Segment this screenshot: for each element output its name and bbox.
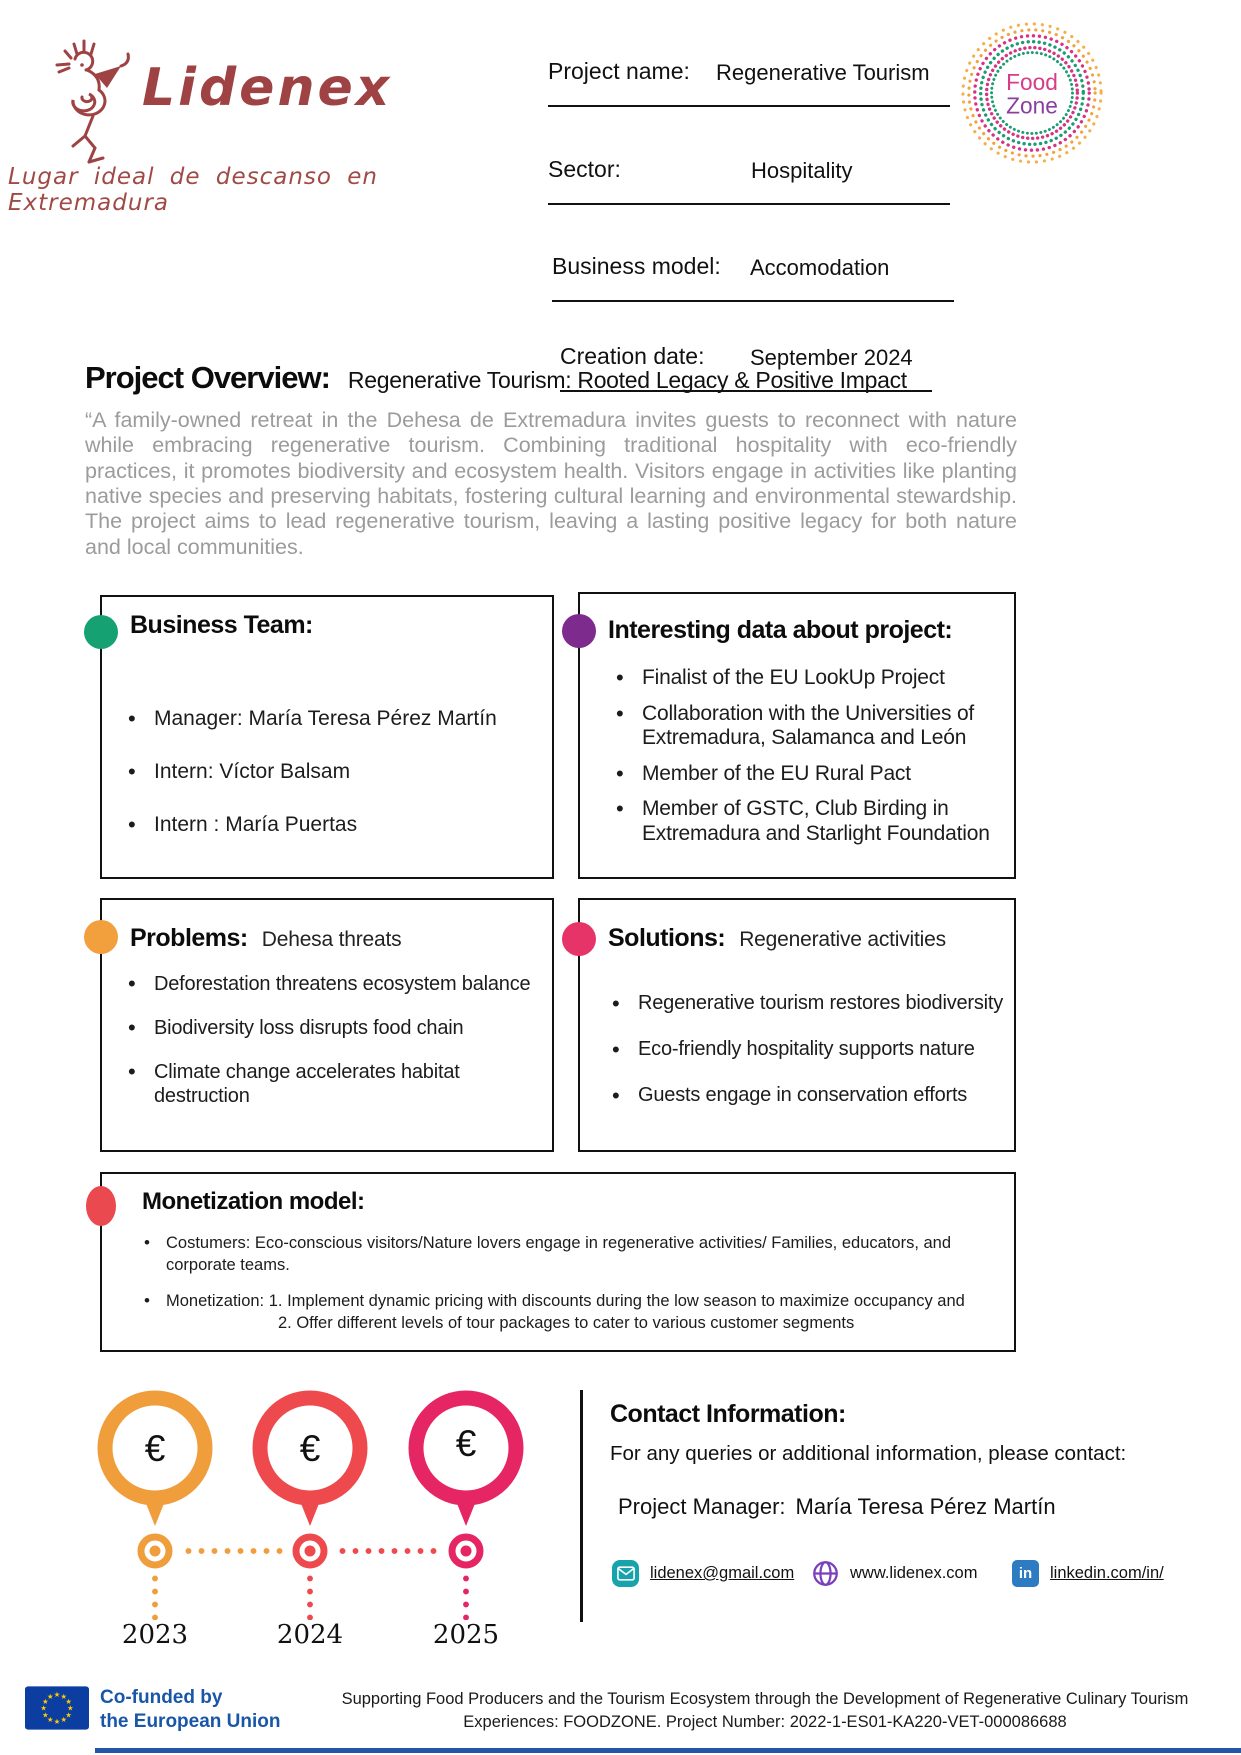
pink-accent-dot-icon xyxy=(562,922,596,956)
timeline-connector xyxy=(182,1546,284,1556)
svg-text:★: ★ xyxy=(42,1696,49,1706)
svg-text:★: ★ xyxy=(65,1696,72,1706)
euro-icon: € xyxy=(299,1428,321,1469)
timeline-node-2023-icon xyxy=(133,1529,177,1573)
monetization-pricing-text: Monetization: 1. Implement dynamic pricing with discounts during the low season to maximize occupancy and xyxy=(166,1291,965,1310)
red-accent-dot-icon xyxy=(86,1186,116,1226)
field-value: Regenerative Tourism xyxy=(716,60,930,85)
eu-flag-icon xyxy=(25,1686,89,1735)
eu-cofunded-label xyxy=(100,1686,281,1734)
euro-icon: € xyxy=(144,1428,166,1469)
overview-subheading: Regenerative Tourism: Rooted Legacy & Positive Impact xyxy=(347,367,907,393)
field-label: Sector: xyxy=(548,156,621,182)
box-title: Interesting data about project: xyxy=(608,616,953,644)
timeline-pin-2024 xyxy=(250,1390,370,1540)
box-title: Monetization model: xyxy=(142,1188,365,1215)
timeline-year: 2025 xyxy=(432,1620,500,1650)
section-divider xyxy=(580,1390,583,1622)
euro-icon: € xyxy=(455,1423,477,1464)
contact-intro: For any queries or additional information, please contact: xyxy=(610,1442,1127,1465)
solutions-list xyxy=(604,992,1008,1130)
footer-note xyxy=(290,1688,1240,1734)
footer-note-line1: Supporting Food Producers and the Tourism Ecosystem through the Development of Regenerative Culinary Tourism xyxy=(341,1690,1189,1708)
globe-icon xyxy=(812,1560,839,1587)
eu-cofunded-line1: Co-funded by xyxy=(100,1687,223,1708)
orange-accent-dot-icon xyxy=(84,920,118,954)
box-title: Solutions: xyxy=(608,924,726,952)
green-accent-dot-icon xyxy=(84,615,118,649)
list-item: • Deforestation threatens ecosystem balance xyxy=(120,972,540,996)
interesting-data-box xyxy=(578,592,1016,879)
business-team-list xyxy=(120,707,497,866)
list-item: • Regenerative tourism restores biodiversity xyxy=(604,992,1008,1015)
list-item: • Member of GSTC, Club Birding in Extremadura and Starlight Foundation xyxy=(608,797,996,846)
timeline-pin-2025 xyxy=(406,1390,526,1540)
monetization-box xyxy=(100,1172,1016,1352)
list-item: • Climate change accelerates habitat destruction xyxy=(120,1060,540,1108)
svg-text:★: ★ xyxy=(60,1715,67,1725)
footer-note-line2: Experiences: FOODZONE. Project Number: 2022-1-ES01-KA220-VET-000086688 xyxy=(463,1713,1067,1732)
monetization-list xyxy=(138,1232,988,1347)
manager-label: Project Manager: xyxy=(618,1494,786,1519)
list-item: • Biodiversity loss disrupts food chain xyxy=(120,1016,540,1040)
svg-text:★: ★ xyxy=(65,1710,72,1720)
problems-box xyxy=(100,898,554,1152)
timeline-drop-line xyxy=(461,1572,471,1620)
project-name-field xyxy=(548,58,950,107)
business-model-field xyxy=(552,253,954,302)
list-item: • Intern : María Puertas xyxy=(120,813,497,837)
interesting-data-list xyxy=(608,666,996,857)
brand-name: Lidenex xyxy=(142,58,393,118)
svg-text:★: ★ xyxy=(40,1703,47,1713)
box-title: Business Team: xyxy=(130,611,313,639)
svg-text:★: ★ xyxy=(60,1691,67,1701)
timeline-node-2024-icon xyxy=(288,1529,332,1573)
timeline-connector xyxy=(336,1546,440,1556)
timeline-node-2025-icon xyxy=(444,1529,488,1573)
problems-list xyxy=(120,972,540,1128)
list-item: • Collaboration with the Universities of Extremadura, Salamanca and León xyxy=(608,702,996,751)
timeline-year: 2024 xyxy=(276,1620,344,1650)
list-item xyxy=(138,1232,988,1277)
list-item: • Member of the EU Rural Pact xyxy=(608,762,996,787)
overview-heading: Project Overview: xyxy=(85,360,330,395)
email-link[interactable]: lidenex@gmail.com xyxy=(650,1564,795,1582)
contact-manager xyxy=(618,1494,1056,1520)
field-label: Business model: xyxy=(552,253,721,279)
svg-text:★: ★ xyxy=(67,1703,74,1713)
timeline-drop-line xyxy=(305,1572,315,1620)
list-item: • Guests engage in conservation efforts xyxy=(604,1084,1008,1107)
list-item: • Manager: María Teresa Pérez Martín xyxy=(120,707,497,731)
email-icon xyxy=(612,1560,639,1587)
timeline-year: 2023 xyxy=(121,1620,189,1650)
foodzone-word-zone: Zone xyxy=(1006,92,1058,119)
foodzone-logo-icon xyxy=(958,18,1106,173)
box-subtitle: Regenerative activities xyxy=(739,928,946,951)
brand-tagline: Lugar ideal de descanso en Extremadura xyxy=(8,164,378,216)
box-title: Problems: xyxy=(130,924,248,952)
bottom-rule xyxy=(95,1748,1241,1753)
field-label: Project name: xyxy=(548,58,690,84)
box-subtitle: Dehesa threats xyxy=(261,928,402,951)
field-value: Accomodation xyxy=(750,255,890,280)
manager-name: María Teresa Pérez Martín xyxy=(795,1494,1056,1519)
field-value: September 2024 xyxy=(750,345,913,370)
timeline-pin-2023 xyxy=(95,1390,215,1540)
overview-heading-row xyxy=(85,360,907,396)
list-item xyxy=(138,1290,988,1335)
list-item: • Finalist of the EU LookUp Project xyxy=(608,666,996,691)
svg-text:★: ★ xyxy=(47,1715,54,1725)
contact-heading: Contact Information: xyxy=(610,1400,846,1428)
svg-text:★: ★ xyxy=(53,1690,61,1700)
list-item: • Eco-friendly hospitality supports nature xyxy=(604,1038,1008,1061)
website-link[interactable]: www.lidenex.com xyxy=(850,1564,978,1582)
linkedin-icon xyxy=(1012,1560,1039,1587)
purple-accent-dot-icon xyxy=(562,614,596,648)
lidenex-bird-icon xyxy=(48,38,140,183)
linkedin-link[interactable]: linkedin.com/in/ xyxy=(1050,1564,1164,1582)
list-item: • Intern: Víctor Balsam xyxy=(120,760,497,784)
timeline-drop-line xyxy=(150,1572,160,1620)
overview-body: “A family-owned retreat in the Dehesa de Extremadura invites guests to reconnect with nature while embracing regenerative tourism. Combining traditional hospitality with eco-friendly practices, it promotes biodiversity and ecosystem health. Visitors engage in activities like planting native species and preserving habitats, fostering cultural learning and environmental stewardship. The project aims to lead regenerative tourism, leaving a lasting positive legacy for both nature and local communities. xyxy=(85,408,1017,559)
eu-cofunded-line2: the European Union xyxy=(100,1710,281,1732)
field-label: Creation date: xyxy=(560,343,705,369)
foodzone-word-food: Food xyxy=(1006,69,1058,96)
solutions-box xyxy=(578,898,1016,1152)
monetization-pricing-text-2: 2. Offer different levels of tour packages to cater to various customer segments xyxy=(278,1313,855,1332)
svg-text:★: ★ xyxy=(42,1710,49,1720)
linkedin-glyph: in xyxy=(1018,1565,1033,1582)
business-team-box xyxy=(100,595,554,879)
field-value: Hospitality xyxy=(751,158,853,183)
svg-text:★: ★ xyxy=(53,1717,61,1726)
sector-field xyxy=(548,156,950,205)
svg-text:★: ★ xyxy=(47,1691,54,1701)
monetization-customers-text: Costumers: Eco-conscious visitors/Nature lovers engage in regenerative activities/ Families, educators, and corporate teams. xyxy=(166,1234,952,1275)
